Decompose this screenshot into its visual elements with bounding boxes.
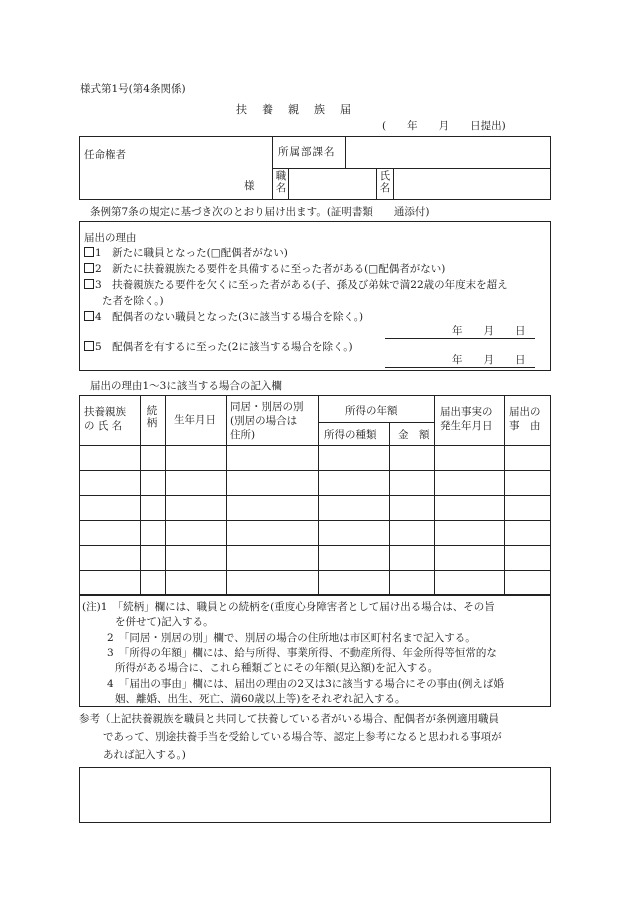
note-4: 4 「届出の事由」欄には、届出の理由の2又は3に該当する場合にその事由(例えば婚 [107, 678, 504, 690]
reason-item-3-continuation: た者を除く。) [102, 295, 164, 307]
name-field[interactable] [394, 169, 550, 199]
reference-line-3: あれば記入する。) [103, 749, 186, 761]
table-caption: 届出の理由1〜3に該当する場合の記入欄 [90, 380, 282, 392]
position-label: 職 名 [275, 170, 287, 195]
appointing-authority-label: 任命権者 [84, 149, 126, 161]
reason-item-1[interactable]: 1 新たに職員となった(□配偶者がない) [84, 246, 288, 260]
form-title: 扶 養 親 族 届 [236, 103, 353, 116]
reason-4-checkbox[interactable] [84, 311, 94, 321]
reasons-heading: 届出の理由 [84, 232, 137, 244]
reference-line-2: であって、別途扶養手当を受給している場合等、認定上参考になると思われる事項が [103, 731, 502, 743]
department-field[interactable] [346, 137, 550, 167]
reason-4-date[interactable]: 年 月 日 [452, 325, 526, 337]
col-name-header: 扶養親族 の 氏 名 [84, 406, 126, 433]
submission-date: ( 年 月 日提出) [382, 120, 506, 132]
reason-1-checkbox[interactable] [84, 247, 94, 257]
note-3-cont: 所得がある場合に、これら種類ごとにその年額(見込額)を記入する。 [115, 662, 439, 674]
col-relationship-header: 続 柄 [146, 405, 158, 430]
table-row[interactable] [80, 546, 550, 570]
table-row[interactable] [80, 471, 550, 495]
col-income-header: 所得の年額 [345, 405, 398, 417]
col-reason-header: 届出の 事 由 [509, 406, 541, 433]
reason-item-3[interactable]: 3 扶養親族たる要件を欠くに至った者がある(子、孫及び弟妹で満22歳の年度末を超え [84, 278, 508, 292]
name-label: 氏 名 [379, 170, 391, 195]
reason-item-5[interactable]: 5 配偶者を有するに至った(2に該当する場合を除く。) [84, 340, 353, 354]
col-birthdate-header: 生年月日 [174, 414, 216, 426]
col-event-date-header: 届出事実の 発生年月日 [440, 406, 493, 433]
declaration-text: 条例第7条の規定に基づき次のとおり届け出ます。(証明書類 通添付) [90, 206, 430, 218]
note-2: 2 「同居・別居の別」欄で、別居の場合の住所地は市区町村名まで記入する。 [107, 632, 476, 644]
form-number: 様式第1号(第4条関係) [80, 83, 186, 95]
reference-field[interactable] [79, 767, 551, 823]
table-row[interactable] [80, 571, 550, 594]
reason-item-4[interactable]: 4 配偶者のない職員となった(3に該当する場合を除く。) [84, 310, 363, 324]
reason-2-checkbox[interactable] [84, 263, 94, 273]
position-field[interactable] [289, 169, 375, 199]
table-row[interactable] [80, 496, 550, 520]
col-income-type-header: 所得の種類 [324, 429, 377, 441]
col-residence-header: 同居・別居の別 (別居の場合は 住所) [230, 401, 304, 442]
note-1: (注)1 「続柄」欄には、職員との続柄を(重度心身障害者として届け出る場合は、その旨 [82, 601, 495, 613]
reason-5-date[interactable]: 年 月 日 [452, 354, 526, 366]
department-label: 所属部課名 [278, 146, 336, 158]
reason-3-checkbox[interactable] [84, 279, 94, 289]
note-4-cont: 姻、離婚、出生、死亡、満60歳以上等)をそれぞれ記入する。 [115, 693, 406, 705]
table-row[interactable] [80, 446, 550, 470]
table-row[interactable] [80, 521, 550, 545]
note-1-cont: を併せて)記入する。 [115, 616, 214, 628]
reason-5-checkbox[interactable] [84, 341, 94, 351]
col-income-amount-header: 金 額 [398, 429, 430, 441]
reference-line-1: 参考（上記扶養親族を職員と共同して扶養している者がいる場合、配偶者が条例適用職員 [79, 713, 499, 725]
note-3: 3 「所得の年額」欄には、給与所得、事業所得、不動産所得、年金所得等恒常的な [107, 647, 497, 659]
reason-item-2[interactable]: 2 新たに扶養親族たる要件を具備するに至った者がある(□配偶者がない) [84, 262, 445, 276]
sama-label: 様 [244, 180, 255, 192]
